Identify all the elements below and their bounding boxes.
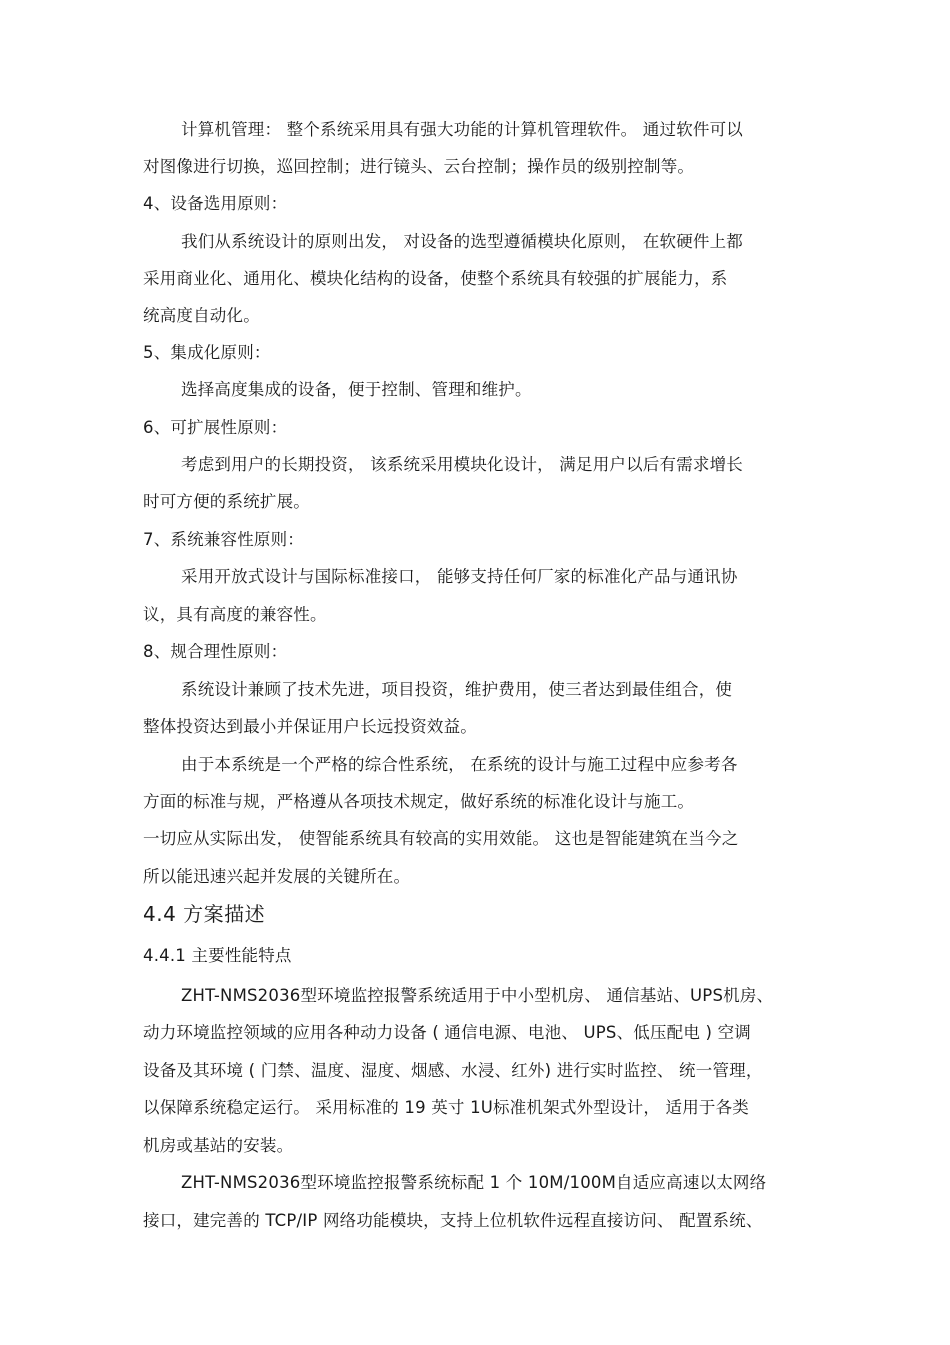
text-line: 系统设计兼顾了技术先进，项目投资，维护费用，使三者达到最佳组合，使	[181, 680, 733, 699]
text-line: 一切应从实际出发， 使智能系统具有较高的实用效能。 这也是智能建筑在当今之	[143, 829, 739, 848]
text-line: 采用开放式设计与国际标准接口， 能够支持任何厂家的标准化产品与通讯协	[181, 567, 738, 586]
section-heading: 5、集成化原则：	[143, 343, 271, 362]
text-line: 方面的标准与规，严格遵从各项技术规定，做好系统的标准化设计与施工。	[143, 792, 695, 811]
section-heading: 8、规合理性原则：	[143, 642, 288, 661]
section-heading: 6、可扩展性原则：	[143, 418, 288, 437]
text-line: 选择高度集成的设备，便于控制、管理和维护。	[181, 380, 532, 399]
text-line: ZHT-NMS2036型环境监控报警系统标配 1 个 10M/100M自适应高速以太网络	[181, 1173, 767, 1192]
text-line: 时可方便的系统扩展。	[143, 492, 310, 511]
text-line: 我们从系统设计的原则出发， 对设备的选型遵循模块化原则， 在软硬件上都	[181, 232, 743, 251]
text-line: 考虑到用户的长期投资， 该系统采用模块化设计， 满足用户以后有需求增长	[181, 455, 743, 474]
text-line: 计算机管理： 整个系统采用具有强大功能的计算机管理软件。 通过软件可以	[181, 120, 743, 139]
subsection-title: 4.4.1 主要性能特点	[143, 946, 292, 965]
text-line: 机房或基站的安装。	[143, 1136, 294, 1155]
text-line: 接口，建完善的 TCP/IP 网络功能模块，支持上位机软件远程直接访问、 配置系统、	[143, 1211, 763, 1230]
text-line: 所以能迅速兴起并发展的关键所在。	[143, 867, 411, 886]
text-line: 对图像进行切换，巡回控制；进行镜头、云台控制；操作员的级别控制等。	[143, 157, 695, 176]
section-heading: 4、设备选用原则：	[143, 194, 288, 213]
text-line: 以保障系统稳定运行。 采用标准的 19 英寸 1U标准机架式外型设计， 适用于各类	[143, 1098, 749, 1117]
text-line: 由于本系统是一个严格的综合性系统， 在系统的设计与施工过程中应参考各	[181, 755, 738, 774]
text-line: 整体投资达到最小并保证用户长远投资效益。	[143, 717, 477, 736]
text-line: ZHT-NMS2036型环境监控报警系统适用于中小型机房、 通信基站、UPS机房、	[181, 986, 774, 1005]
text-line: 议，具有高度的兼容性。	[143, 605, 327, 624]
section-title: 4.4 方案描述	[143, 902, 266, 926]
section-heading: 7、系统兼容性原则：	[143, 530, 304, 549]
text-line: 采用商业化、通用化、模块化结构的设备，使整个系统具有较强的扩展能力，系	[143, 269, 728, 288]
text-line: 统高度自动化。	[143, 306, 260, 325]
text-line: 动力环境监控领域的应用各种动力设备 ( 通信电源、电池、 UPS、低压配电 ) 空调	[143, 1023, 751, 1042]
text-line: 设备及其环境 ( 门禁、温度、湿度、烟感、水浸、红外) 进行实时监控、 统一管理，	[143, 1061, 763, 1080]
